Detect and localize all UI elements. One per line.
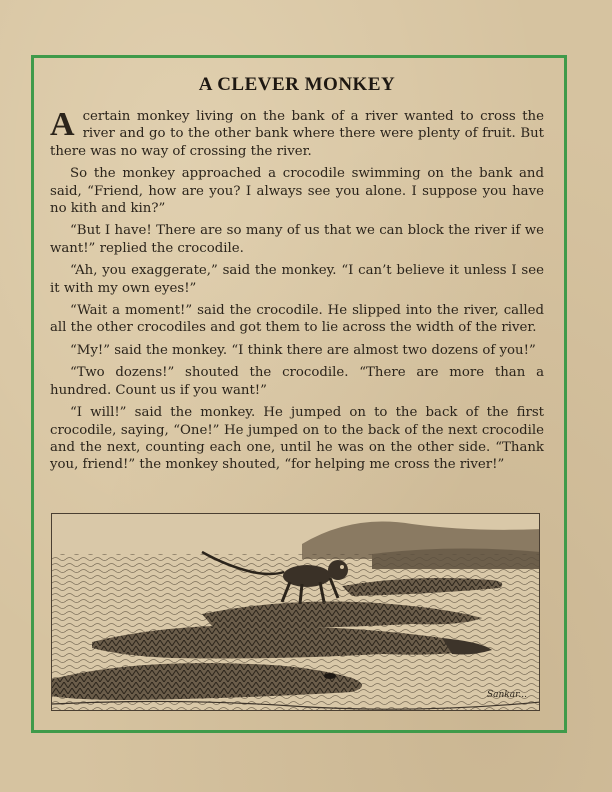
illustration-drawing [52,514,540,711]
paragraph-8: “I will!” said the monkey. He jumped on to the back of the first crocodile, saying, “One!” He jumped on to the back of the next crocodile and the next, counting each one, until he was on the other side. “Thank you, friend!” the monkey shouted, “for helping me cross the river!” [50,405,544,473]
paragraph-6: “My!” said the monkey. “I think there are almost two dozens of you!” [70,342,536,358]
story-title: A CLEVER MONKEY [198,74,396,95]
drop-cap: A [50,106,75,143]
paragraph-2: So the monkey approached a crocodile swimming on the bank and said, “Friend, how are you? I always see you alone. I suppose you have no kith and kin?” [50,166,544,217]
crocodile-eye [324,673,336,679]
paragraph-1-text: certain monkey living on the bank of a river wanted to cross the river and go to the other bank where there were plenty of fruit. But there was no way of crossing the river. [50,109,544,159]
paragraph-4: “Ah, you exaggerate,” said the monkey. “I can’t believe it unless I see it with my own eyes!” [50,263,544,296]
artist-signature: Sankar... [486,690,527,700]
paragraph-7: “Two dozens!” shouted the crocodile. “There are more than a hundred. Count us if you want!” [50,365,544,398]
story-content [50,70,544,479]
paragraph-1 [50,108,544,160]
paragraph-3: “But I have! There are so many of us that we can block the river if we want!” replied the crocodile. [50,223,544,256]
monkey-crocodile-illustration [51,513,540,711]
paragraph-5: “Wait a moment!” said the crocodile. He slipped into the river, called all the other crocodiles and got them to lie across the width of the river. [50,303,544,336]
